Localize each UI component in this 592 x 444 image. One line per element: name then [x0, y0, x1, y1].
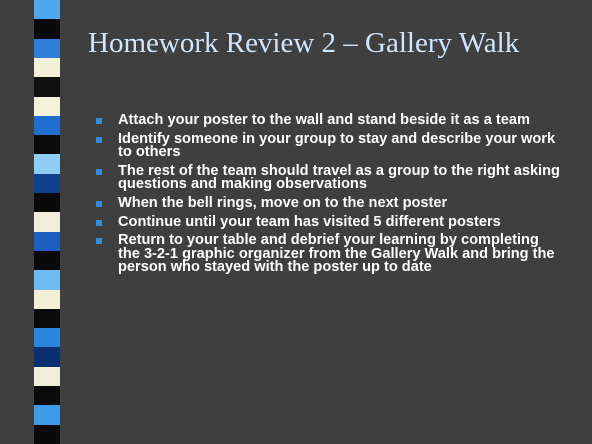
bullet-text: Continue until your team has visited 5 different posters	[118, 213, 501, 230]
stripe-band	[34, 309, 60, 329]
square-bullet-icon	[96, 220, 102, 226]
square-bullet-icon	[96, 201, 102, 207]
stripe-band	[34, 19, 60, 39]
stripe-band	[34, 39, 60, 59]
bullet-item	[94, 130, 564, 161]
stripe-band	[34, 328, 60, 348]
stripe-band	[34, 405, 60, 425]
stripe-band	[34, 251, 60, 271]
square-bullet-icon	[96, 118, 102, 124]
bullet-text: Attach your poster to the wall and stand beside it as a team	[118, 112, 530, 128]
square-bullet-icon	[96, 238, 102, 244]
stripe-band	[34, 425, 60, 444]
bullet-item	[94, 213, 564, 230]
stripe-band	[34, 386, 60, 406]
stripe-band	[34, 135, 60, 155]
stripe-band	[34, 77, 60, 97]
stripe-band	[34, 347, 60, 367]
bullet-text: Return to your table and debrief your learning by completing the 3-2-1 graphic organizer from the Gallery Walk and bring the person who stayed with the poster up to date	[118, 232, 555, 276]
stripe-band	[34, 212, 60, 232]
stripe-band	[34, 290, 60, 310]
bullet-item	[94, 114, 564, 128]
bullet-item	[94, 162, 564, 193]
bullet-text: When the bell rings, move on to the next poster	[118, 194, 448, 211]
stripe-band	[34, 116, 60, 136]
stripe-band	[34, 58, 60, 78]
decorative-stripe-bar	[34, 0, 60, 444]
stripe-band	[34, 232, 60, 252]
slide-title: Homework Review 2 – Gallery Walk	[88, 27, 520, 59]
stripe-band	[34, 270, 60, 290]
bullet-text: The rest of the team should travel as a group to the right asking questions and making observations	[118, 162, 560, 193]
square-bullet-icon	[96, 137, 102, 143]
stripe-band	[34, 0, 60, 20]
bullet-list	[94, 114, 564, 280]
bullet-item	[94, 234, 564, 275]
bullet-item	[94, 194, 564, 211]
stripe-band	[34, 174, 60, 194]
stripe-band	[34, 154, 60, 174]
stripe-band	[34, 97, 60, 117]
stripe-band	[34, 193, 60, 213]
stripe-band	[34, 367, 60, 387]
square-bullet-icon	[96, 169, 102, 175]
bullet-text: Identify someone in your group to stay and describe your work to others	[118, 130, 556, 161]
